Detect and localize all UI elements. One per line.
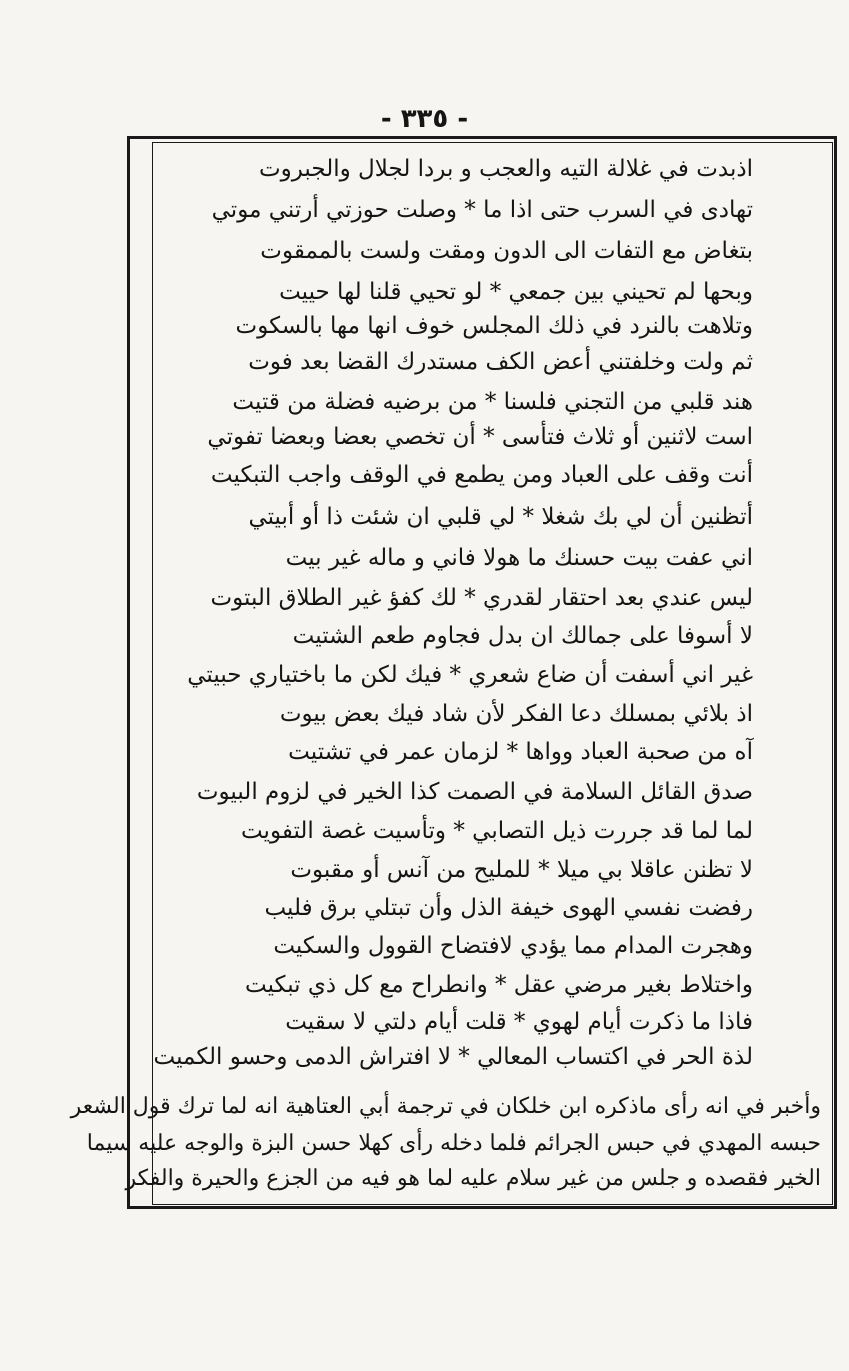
- verse-line: لذة الحر في اكتساب المعالي * لا افتراش الدمى وحسو الكميت: [153, 1044, 753, 1070]
- verse-line: وهجرت المدام مما يؤدي لافتضاح القوول والسكيت: [273, 933, 753, 959]
- verse-line: واختلاط بغير مرضي عقل * وانطراح مع كل ذي تبكيت: [245, 972, 753, 998]
- prose-line: الخير فقصده و جلس من غير سلام عليه لما هو فيه من الجزع والحيرة والفكر: [125, 1166, 821, 1191]
- verse-line: لما لما قد جررت ذيل التصابي * وتأسيت غصة التفويت: [240, 818, 753, 844]
- verse-line: صدق القائل السلامة في الصمت كذا الخير في لزوم البيوت: [196, 779, 753, 805]
- verse-line: اني عفت بيت حسنك ما هولا فاني و ماله غير بيت: [285, 545, 753, 571]
- verse-line: اذبدت في غلالة التيه والعجب و بردا لجلال والجبروت: [258, 156, 753, 182]
- verse-line: وبحها لم تحيني بين جمعي * لو تحيي قلنا لها حييت: [279, 279, 753, 305]
- prose-line: حبسه المهدي في حبس الجرائم فلما دخله رأى كهلا حسن البزة والوجه عليه سيما: [86, 1131, 821, 1156]
- prose-line: وأخبر في انه رأى ماذكره ابن خلكان في ترجمة أبي العتاهية انه لما ترك قول الشعر: [70, 1094, 821, 1119]
- verse-line: لا تظنن عاقلا بي ميلا * للمليح من آنس أو مقبوت: [290, 857, 753, 883]
- verse-line: اذ بلائي بمسلك دعا الفكر لأن شاد فيك بعض بيوت: [279, 701, 753, 727]
- verse-line: لا أسوفا على جمالك ان بدل فجاوم طعم الشتيت: [292, 623, 753, 649]
- verse-line: فاذا ما ذكرت أيام لهوي * قلت أيام دلتي لا سقيت: [285, 1009, 753, 1035]
- verse-line: هند قلبي من التجني فلسنا * من برضيه فضلة من قتيت: [232, 389, 753, 415]
- verse-line: تهادى في السرب حتى اذا ما * وصلت حوزتي أرتني موتي: [211, 197, 753, 223]
- verse-line: آه من صحبة العباد وواها * لزمان عمر في تشتيت: [288, 739, 753, 765]
- verse-line: ليس عندي بعد احتقار لقدري * لك كفؤ غير الطلاق البتوت: [210, 585, 753, 611]
- verse-line: أتظنين أن لي بك شغلا * لي قلبي ان شئت ذا أو أبيتي: [248, 504, 753, 530]
- verse-line: وتلاهت بالنرد في ذلك المجلس خوف انها مها بالسكوت: [235, 313, 753, 339]
- verse-line: غير اني أسفت أن ضاع شعري * فيك لكن ما باختياري حبيتي: [187, 662, 753, 688]
- verse-line: ثم ولت وخلفتني أعض الكف مستدرك القضا بعد فوت: [248, 349, 753, 375]
- verse-line: بتغاض مع التفات الى الدون ومقت ولست بالممقوت: [260, 238, 753, 264]
- inner-frame-border: [152, 142, 833, 1205]
- page-number: - ٣٣٥ -: [380, 104, 469, 134]
- verse-line: رفضت نفسي الهوى خيفة الذل وأن تبتلي برق فليب: [264, 895, 753, 921]
- verse-line: است لاثنين أو ثلاث فتأسى * أن تخصي بعضا وبعضا تفوتي: [207, 424, 753, 450]
- verse-line: أنت وقف على العباد ومن يطمع في الوقف واجب التبكيت: [210, 462, 753, 488]
